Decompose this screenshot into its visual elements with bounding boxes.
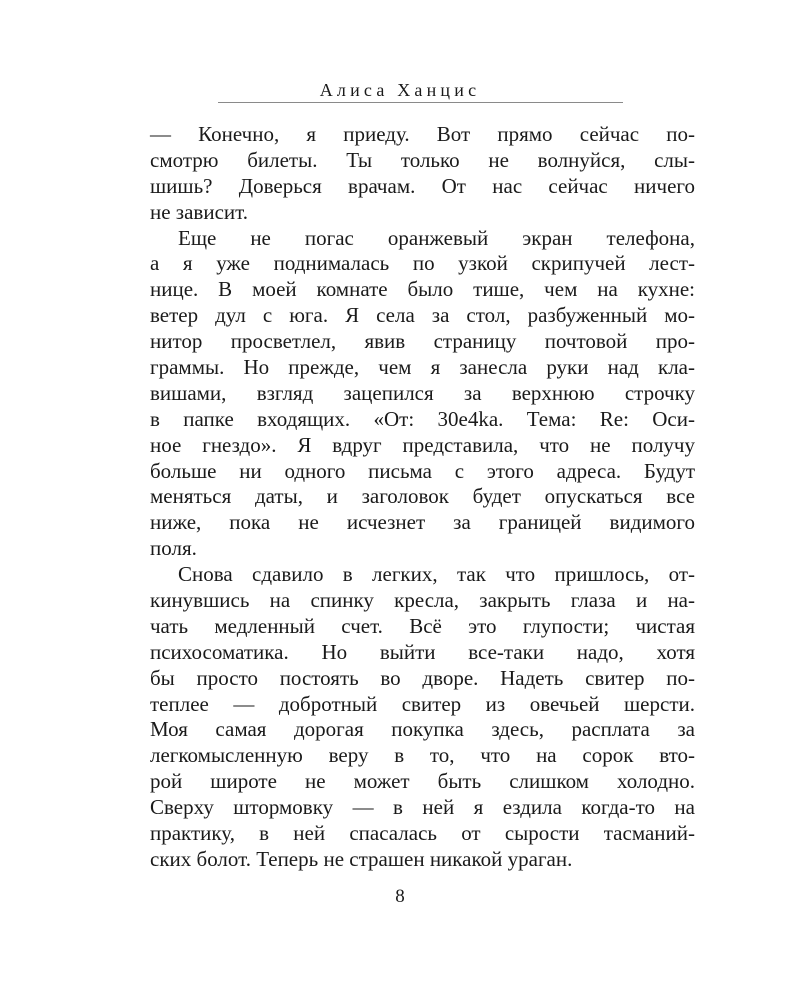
text-line: Снова сдавило в легких, так что пришлось, от- [178,562,695,587]
text-line: ниже, пока не исчезнет за границей видимого [150,510,695,535]
text-line: практику, в ней спасалась от сырости тасманий- [150,821,695,846]
text-line: психосоматика. Но выйти все-таки надо, хотя [150,639,695,664]
text-line: ное гнездо». Я вдруг представила, что не получу [150,432,695,457]
running-head-author: Алиса Ханцис [319,80,481,100]
text-line: Моя самая дорогая покупка здесь, расплата за [150,717,695,742]
text-line: ских болот. Теперь не страшен никакой ураган. [150,846,573,871]
body-text [150,122,695,873]
text-line: легкомысленную веру в то, что на сорок вто- [150,743,695,768]
text-line: нитор просветлел, явив страницу почтовой про- [150,329,695,354]
text-line: бы просто постоять во дворе. Надеть свитер по- [150,665,695,690]
text-line: Сверху штормовку — в ней я ездила когда-то на [150,795,695,820]
text-line: кинувшись на спинку кресла, закрыть глаза и на- [150,588,695,613]
text-line: теплее — добротный свитер из овечьей шерсти. [150,691,695,716]
text-line: граммы. Но прежде, чем я занесла руки над кла- [150,355,695,380]
text-line: шишь? Доверься врачам. От нас сейчас ничего [150,173,695,198]
text-line: в папке входящих. «От: 30e4ka. Тема: Re: Оси- [150,406,695,431]
text-line: а я уже поднималась по узкой скрипучей лест- [150,251,695,276]
header-rule [218,102,623,103]
text-line: меняться даты, и заголовок будет опускаться все [150,484,695,509]
text-line: нице. В моей комнате было тише, чем на кухне: [150,277,695,302]
text-line: смотрю билеты. Ты только не волнуйся, слы- [150,147,695,172]
text-line: вишами, взгляд зацепился за верхнюю строчку [150,380,695,405]
text-line: ветер дул с юга. Я села за стол, разбуженный мо- [150,303,695,328]
text-line: поля. [150,536,197,561]
text-line: Еще не погас оранжевый экран телефона, [178,225,695,250]
page-number: 8 [395,886,405,907]
text-line: не зависит. [150,199,248,224]
text-line: чать медленный счет. Всё это глупости; чистая [150,613,695,638]
text-line: — Конечно, я приеду. Вот прямо сейчас по- [150,122,695,146]
text-line: больше ни одного письма с этого адреса. Будут [150,458,695,483]
text-line: рой широте не может быть слишком холодно. [150,769,695,794]
